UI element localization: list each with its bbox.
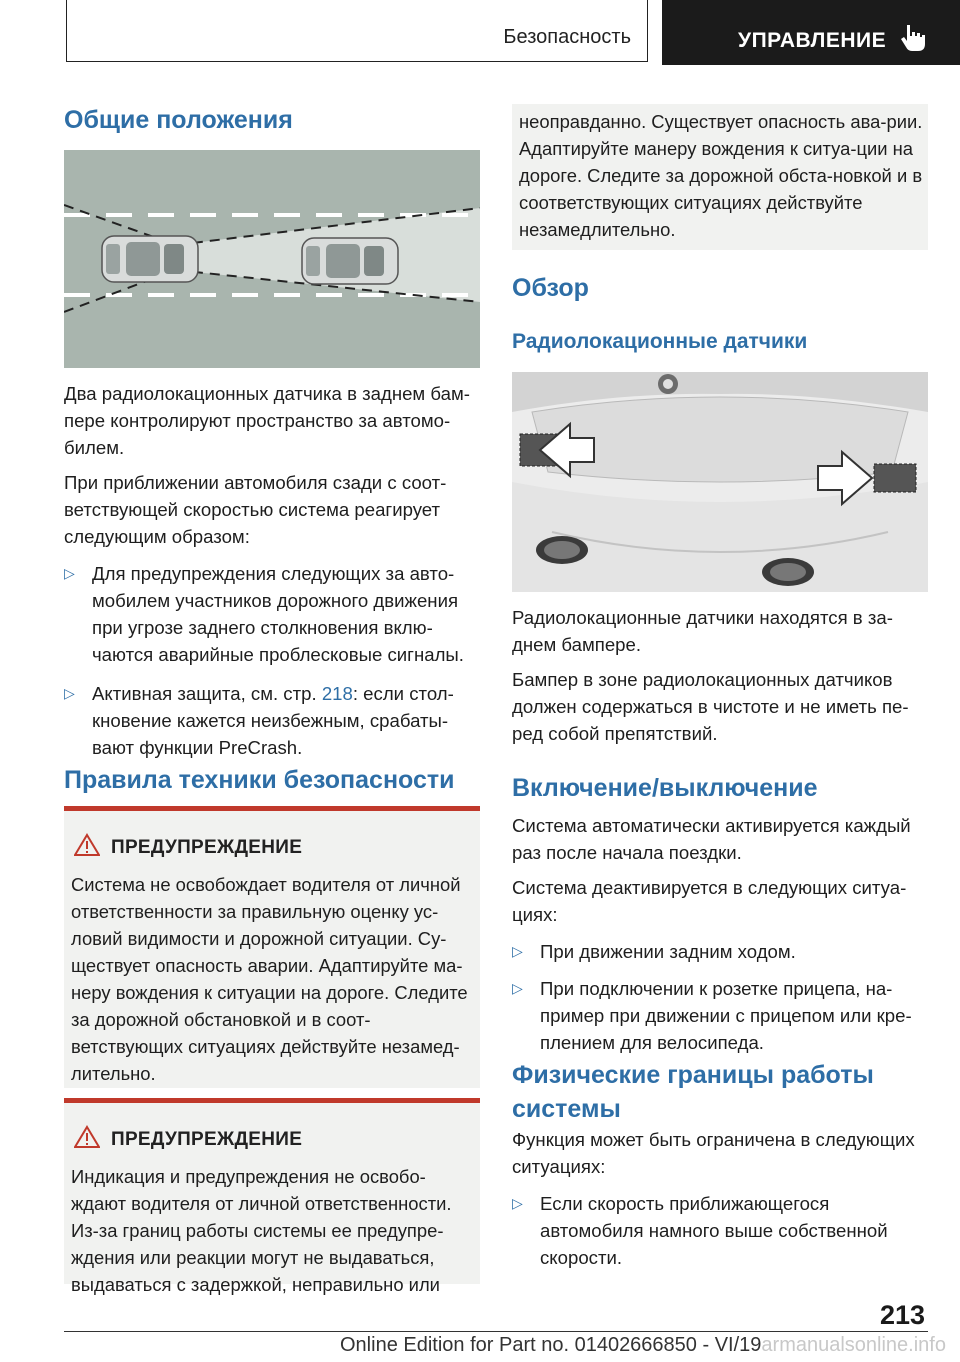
chapter-title: УПРАВЛЕНИЕ [738,29,887,52]
list-item: ▷ Если скорость приближающегося автомобиля намного выше собственной скорости. [512,1190,930,1271]
list-item: ▷ При движении задним ходом. [512,938,930,965]
section-heading-overview: Обзор [512,274,589,302]
paragraph-deactivation: Система деактивируется в следующих ситуа-циях: [512,877,907,925]
warning-text: Система не освобождает водителя от личной ответственности за правильную оценку ус-ловий видимости и дорожной ситуации. Су-ществует опасность аварии. Адаптируйте ма-неру вождения к ситуации на дороге. Следите за дорожной обстановкой и в соот-ветствующих ситуациях действуйте незамед-лительно. [71,874,468,1084]
rear-bumper-illustration [512,372,928,592]
footer-edition: Online Edition for Part no. 01402666850 - VI/19armanualsonline.info [340,1334,946,1356]
paragraph-sensors-intro: Два радиолокационных датчика в заднем бам-пере контролируют пространство за автомо-билем. [64,383,470,458]
page-number: 213 [880,1300,926,1330]
bullet-triangle-icon: ▷ [64,685,75,701]
warning-box-1 [64,806,480,1088]
bullet-triangle-icon: ▷ [512,980,523,996]
warning-title: ПРЕДУПРЕЖДЕНИЕ [111,837,303,858]
bullet-triangle-icon: ▷ [64,565,75,581]
list-item: ▷ Для предупреждения следующих за авто-мобилем участников дорожного движения при угрозе заднего столкновения вклю-чаются аварийные проблесковые сигналы. [64,560,482,668]
paragraph-bumper-clean: Бампер в зоне радиолокационных датчиков должен содержаться в чистоте и не иметь пе-ред собой препятствий. [512,669,909,744]
top-view-illustration [64,150,480,368]
hand-pointer-icon [898,22,928,52]
page-reference-link[interactable]: 218 [321,683,353,704]
rear-bumper-photo [512,372,928,592]
paragraph-auto-activation: Система автоматически активируется каждый раз после начала поездки. [512,815,911,863]
section-tab [66,0,648,62]
footer-divider [64,1331,928,1332]
warning-text: неоправданно. Существует опасность ава-рии. Адаптируйте манеру вождения к ситуа-ции на дороге. Следите за дорожной обста-новкой и в соответствующих ситуациях действуйте незамедлительно. [519,111,923,240]
own-car-icon [102,236,198,282]
section-title: Безопасность [503,26,631,48]
section-heading-limits: Физические границы работы системы [512,1061,874,1123]
warning-triangle-icon [74,833,100,857]
chapter-tab [662,0,960,65]
section-heading-general: Общие положения [64,106,293,134]
warning-triangle-icon [74,1125,100,1149]
list-item: ▷ Активная защита, см. стр. 218: если стол-кновение кажется неизбежным, срабаты-вают функции PreCrash. [64,680,482,761]
section-heading-safety: Правила техники безопасности [64,766,455,794]
bullet-triangle-icon: ▷ [512,943,523,959]
section-heading-on-off: Включение/выключение [512,774,818,802]
radar-coverage-diagram [64,150,480,368]
warning-box-2 [64,1098,480,1295]
list-item: ▷ При подключении к розетке прицепа, на-пример при движении с прицепом или кре-плением для велосипеда. [512,975,930,1056]
following-car-icon [302,238,398,284]
paragraph-sensor-location: Радиолокационные датчики находятся в за-днем бампере. [512,607,893,655]
subheading-radar-sensors: Радиолокационные датчики [512,330,808,353]
paragraph-limits: Функция может быть ограничена в следующих ситуациях: [512,1129,915,1177]
paragraph-approach: При приближении автомобиля сзади с соот-ветствующей скоростью система реагирует следующим образом: [64,472,447,547]
bullet-triangle-icon: ▷ [512,1195,523,1211]
warning-text: Индикация и предупреждения не освобо-ждают водителя от личной ответственности. Из-за границ работы системы ее предупре-ждения или реакции могут не выдаваться, выдаваться с задержкой, неправильно или [71,1166,452,1295]
warning-continuation [512,104,928,250]
watermark: armanualsonline.info [761,1334,946,1356]
warning-title: ПРЕДУПРЕЖДЕНИЕ [111,1129,303,1150]
